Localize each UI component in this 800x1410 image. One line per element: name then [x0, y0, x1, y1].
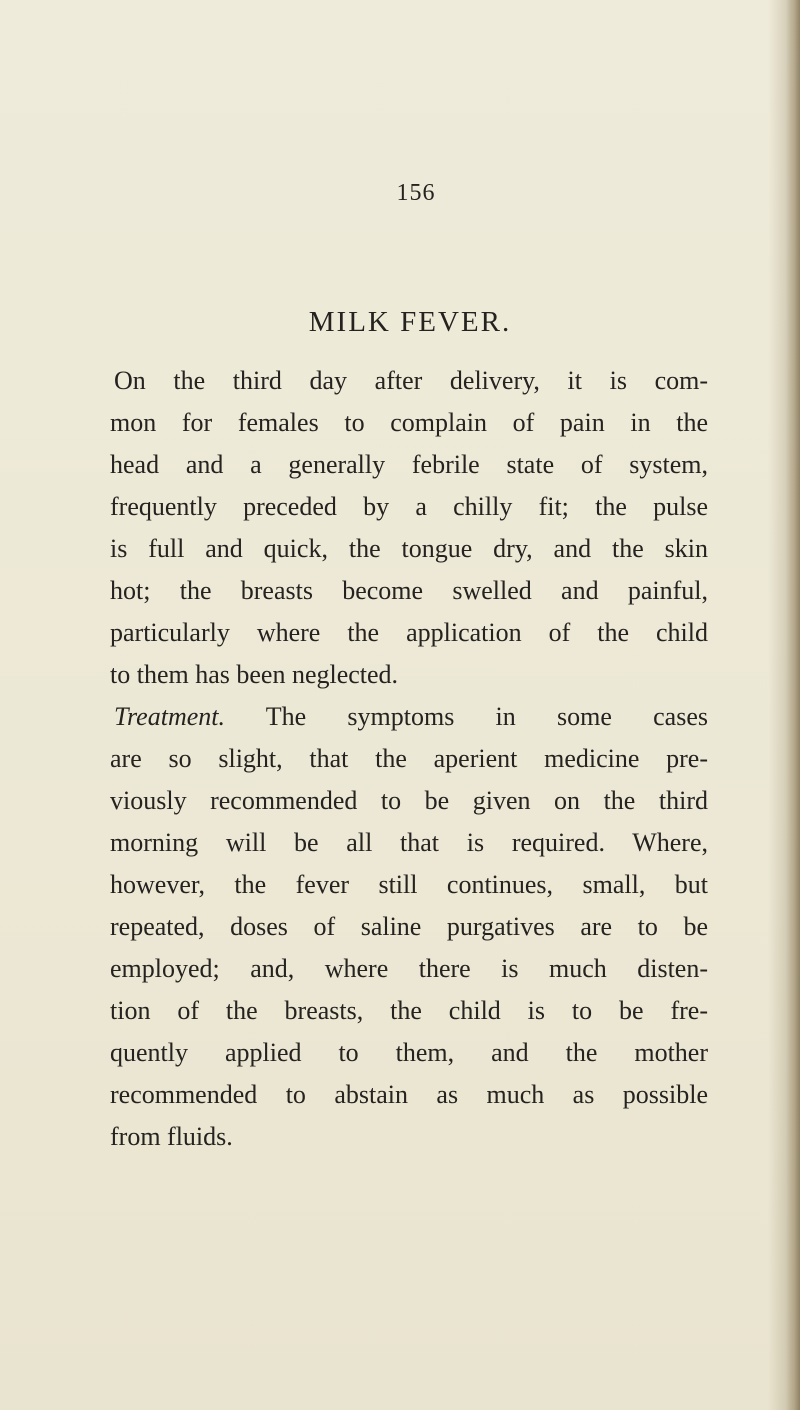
text-line: frequently preceded by a chilly fit; the pulse: [110, 492, 708, 521]
text-line: quently applied to them, and the mother: [110, 1038, 708, 1067]
text-line: head and a generally febrile state of system,: [110, 450, 708, 479]
text-line: from fluids.: [110, 1122, 233, 1151]
text-line: however, the fever still continues, small, but: [110, 870, 708, 899]
text-line: recommended to abstain as much as possible: [110, 1080, 708, 1109]
text-line: viously recommended to be given on the third: [110, 786, 708, 815]
text-line: [110, 696, 708, 738]
treatment-heading: Treatment.: [114, 702, 225, 731]
paragraph-treatment: [110, 696, 708, 1158]
text-line: mon for females to complain of pain in the: [110, 408, 708, 437]
text-line: particularly where the application of the child: [110, 618, 708, 647]
page-number: 156: [396, 180, 436, 206]
text-line: tion of the breasts, the child is to be fre-: [110, 996, 708, 1025]
text-line: repeated, doses of saline purgatives are to be: [110, 912, 708, 941]
text-line: to them has been neglected.: [110, 660, 399, 689]
text-line: On the third day after delivery, it is com-: [114, 366, 708, 395]
chapter-title: MILK FEVER.: [308, 306, 512, 338]
text-line: hot; the breasts become swelled and painful,: [110, 576, 708, 605]
text-fragment: The symptoms in some cases: [224, 702, 708, 731]
paragraph-symptoms: [110, 360, 708, 696]
text-line: are so slight, that the aperient medicine pre-: [110, 744, 708, 773]
text-line: morning will be all that is required. Where,: [110, 828, 708, 857]
text-line: employed; and, where there is much disten-: [110, 954, 708, 983]
text-line: is full and quick, the tongue dry, and the skin: [110, 534, 708, 563]
page-edge-shadow: [786, 0, 800, 1410]
body-text: [110, 360, 708, 1158]
